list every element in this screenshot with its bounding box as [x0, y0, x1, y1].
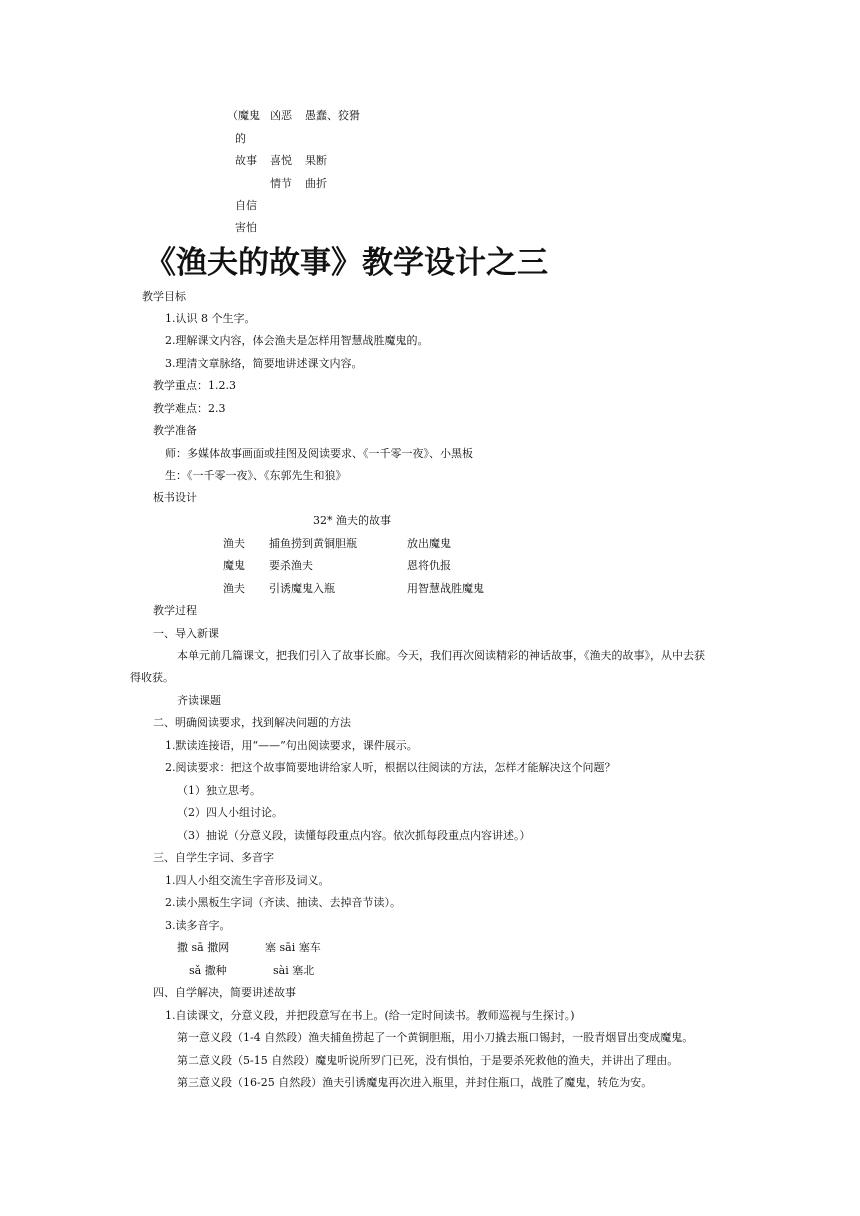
board-cell: 恩将仇报: [407, 559, 451, 572]
key-points: 教学重点：1.2.3: [153, 379, 236, 392]
paragraph: 齐读课题: [177, 694, 221, 707]
list-item: （2）四人小组讨论。: [177, 806, 283, 819]
list-item: 1.认识 8 个生字。: [165, 312, 256, 325]
difficulties: 教学难点：2.3: [153, 402, 226, 415]
subsection-heading: 三、自学生字词、多音字: [153, 851, 274, 864]
subsection-heading: 四、自学解决，简要讲述故事: [153, 986, 296, 999]
fragment-text: 果断: [305, 154, 327, 167]
list-item: 2.读小黑板生字词（齐读、抽读、去掉音节读）。: [165, 896, 401, 909]
fragment-text: 自信: [235, 199, 257, 212]
list-item: 2.阅读要求：把这个故事简要地讲给家人听，根据以往阅读的方法，怎样才能解决这个问题？: [165, 761, 616, 774]
list-item: 3.理清文章脉络，简要地讲述课文内容。: [165, 357, 363, 370]
list-item: 1.默读连接语，用“——”句出阅读要求，课件展示。: [165, 739, 418, 752]
section-heading: 教学准备: [153, 424, 197, 437]
board-subtitle: 32* 渔夫的故事: [313, 514, 391, 527]
section-heading: 教学目标: [142, 290, 186, 303]
polyphone: 塞 sāi 塞车: [265, 941, 321, 954]
fragment-text: 故事: [235, 154, 257, 167]
fragment-text: 的: [235, 132, 246, 145]
list-item: （1）独立思考。: [177, 784, 261, 797]
fragment-text: 害怕: [235, 221, 257, 234]
board-cell: 用智慧战胜魔鬼: [407, 582, 484, 595]
fragment-text: 喜悦: [270, 154, 292, 167]
list-item: 3.读多音字。: [165, 919, 231, 932]
polyphone: 撒 sā 撒网: [177, 941, 230, 954]
list-item: 1.四人小组交流生字音形及词义。: [165, 874, 330, 887]
page-title: 《渔夫的故事》教学设计之三: [145, 245, 548, 281]
list-item: 1.自读课文，分意义段，并把段意写在书上。(给一定时间读书。教师巡视与生探讨。): [165, 1009, 575, 1022]
paragraph: 得收获。: [130, 671, 174, 684]
board-cell: 渔夫: [223, 537, 245, 550]
fragment-text: 情节: [270, 177, 292, 190]
board-cell: 魔鬼: [223, 559, 245, 572]
paragraph: 本单元前几篇课文，把我们引入了故事长廊。今天，我们再次阅读精彩的神话故事，《渔夫的故事》，从中去获: [177, 649, 705, 662]
board-cell: 渔夫: [223, 582, 245, 595]
list-item: （3）抽说（分意义段，读懂每段重点内容。依次抓每段重点内容讲述。）: [177, 829, 531, 842]
polyphone: sài 塞北: [273, 964, 315, 977]
fragment-text: 愚蠢、狡猾: [305, 109, 360, 122]
list-item: 2.理解课文内容，体会渔夫是怎样用智慧战胜魔鬼的。: [165, 334, 429, 347]
board-cell: 要杀渔夫: [269, 559, 313, 572]
fragment-text: 曲折: [305, 177, 327, 190]
paragraph: 生：《一千零一夜》、《东郭先生和狼》: [165, 469, 347, 482]
fragment-text: 凶恶: [270, 109, 292, 122]
section-heading: 板书设计: [153, 491, 197, 504]
board-cell: 引诱魔鬼入瓶: [269, 582, 335, 595]
polyphone: sǎ 撒种: [189, 964, 227, 977]
paragraph: 第二意义段（5-15 自然段）魔鬼听说所罗门已死，没有惧怕，于是要杀死救他的渔夫，并讲出了理由。: [177, 1054, 679, 1067]
paragraph: 第一意义段（1-4 自然段）渔夫捕鱼捞起了一个黄铜胆瓶，用小刀撬去瓶口锡封，一股青烟冒出变成魔鬼。: [177, 1031, 694, 1044]
fragment-text: （魔鬼: [227, 109, 260, 122]
board-cell: 捕鱼捞到黄铜胆瓶: [269, 537, 357, 550]
paragraph: 师：多媒体故事画面或挂图及阅读要求、《一千零一夜》、小黑板: [165, 447, 473, 460]
section-heading: 教学过程: [153, 604, 197, 617]
subsection-heading: 一、导入新课: [153, 627, 219, 640]
paragraph: 第三意义段（16-25 自然段）渔夫引诱魔鬼再次进入瓶里，并封住瓶口，战胜了魔鬼，转危为安。: [177, 1076, 653, 1089]
board-cell: 放出魔鬼: [407, 537, 451, 550]
subsection-heading: 二、明确阅读要求，找到解决问题的方法: [153, 716, 351, 729]
